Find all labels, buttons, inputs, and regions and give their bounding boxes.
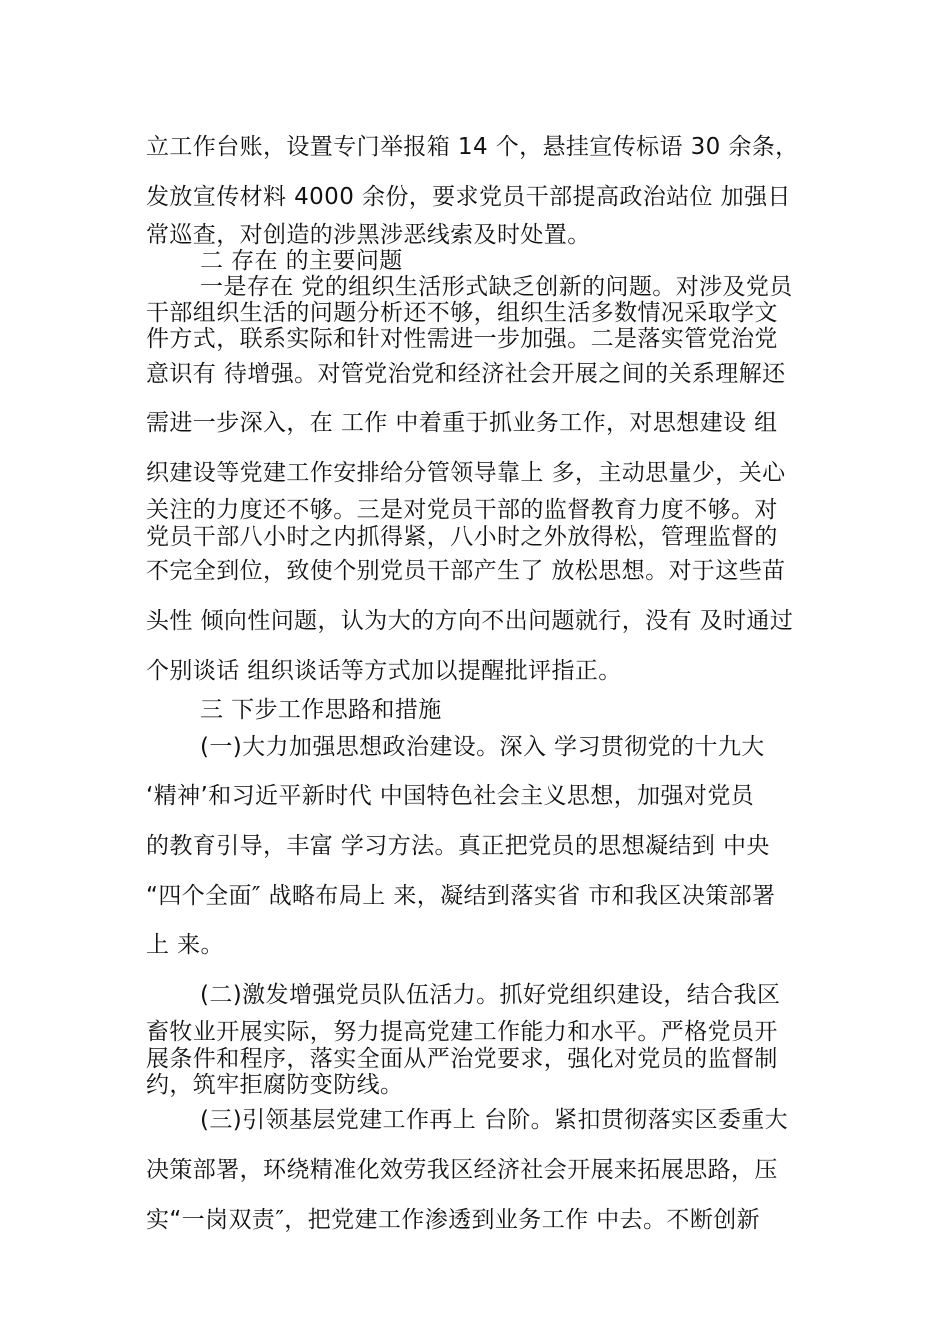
body-line: (二)激发增强党员队伍活力。抓好党组织建设，结合我区 [200,982,781,1008]
body-line: 需进一步深入，在 工作 中着重于抓业务工作，对思想建设 组 [146,410,778,436]
section-heading: 三 下步工作思路和措施 [200,697,442,723]
body-line: 织建设等党建工作安排给分管领导靠上 多，主动思量少，关心 [146,460,786,486]
body-line: 实“一岗双责″，把党建工作渗透到业务工作 中去。不断创新 [146,1207,761,1233]
body-line: 一是存在 党的组织生活形式缺乏创新的问题。对涉及党员 [200,274,793,300]
body-line: 展条件和程序，落实全面从严治党要求，强化对党员的监督制 [146,1046,778,1072]
body-line: 党员干部八小时之内抓得紧，八小时之外放得松，管理监督的 [146,524,778,550]
body-line: 立工作台账，设置专门举报箱 14 个，悬挂宣传标语 30 余条， [146,134,799,160]
body-line: (三)引领基层党建工作再上 台阶。紧扣贯彻落实区委重大 [200,1107,789,1133]
body-line: 发放宣传材料 4000 余份，要求党员干部提高政治站位 加强日 [146,184,791,210]
body-line: (一)大力加强思想政治建设。深入 学习贯彻党的十九大 [200,734,765,760]
body-line: 约，筑牢拒腐防变防线。 [146,1072,404,1098]
body-line: 关注的力度还不够。三是对党员干部的监督教育力度不够。对 [146,497,778,523]
body-line: 头性 倾向性问题，认为大的方向不出问题就行，没有 及时通过 [146,608,794,634]
body-line: 畜牧业开展实际，努力提高党建工作能力和水平。严格党员开 [146,1019,778,1045]
body-line: 不完全到位，致使个别党员干部产生了 放松思想。对于这些苗 [146,558,786,584]
body-line: 决策部署，环绕精准化效劳我区经济社会开展来拓展思路，压 [146,1157,778,1183]
section-heading: 二 存在 的主要问题 [200,248,403,274]
body-line: 常巡查，对创造的涉黑涉恶线索及时处置。 [146,222,591,248]
body-line: ‘精神’和习近平新时代 中国特色社会主义思想，加强对党员 [146,783,755,809]
body-line: “四个全面″ 战略布局上 来，凝结到落实省 市和我区决策部署 [146,883,776,909]
body-line: 件方式，联系实际和针对性需进一步加强。二是落实管党治党 [146,326,778,352]
body-line: 的教育引导，丰富 学习方法。真正把党员的思想凝结到 中央 [146,833,770,859]
body-line: 上 来。 [146,932,224,958]
body-line: 意识有 待增强。对管党治党和经济社会开展之间的关系理解还 [146,361,786,387]
body-line: 个别谈话 组织谈话等方式加以提醒批评指正。 [146,658,622,684]
body-line: 干部组织生活的问题分析还不够，组织生活多数情况采取学文 [146,300,778,326]
